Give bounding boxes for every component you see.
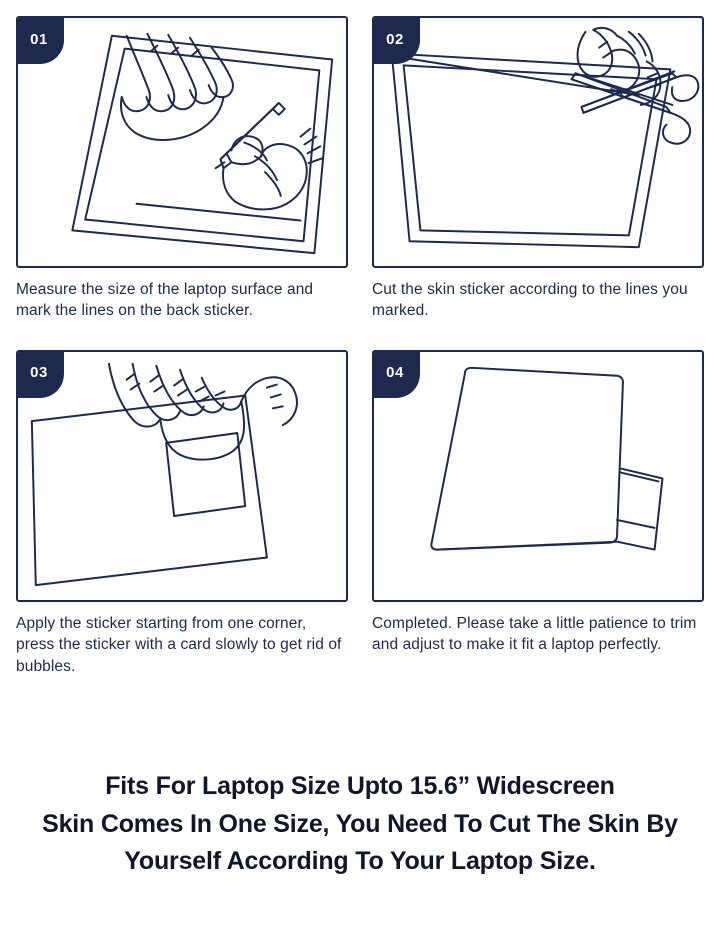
step-caption-04: Completed. Please take a little patience to trim and adjust to make it fit a laptop perfectly. <box>372 614 697 654</box>
scissors-cutting-sticker-icon <box>374 18 702 267</box>
footer-line-1: Fits For Laptop Size Upto 15.6” Widescreen <box>105 772 615 800</box>
finished-laptop-icon <box>374 352 702 601</box>
step-illustration-panel-03 <box>16 350 348 602</box>
step-illustration-panel-04 <box>372 350 704 602</box>
step-illustration-panel-02 <box>372 16 704 268</box>
footer-note <box>0 768 720 881</box>
footer-line-3: Yourself According To Your Laptop Size. <box>124 847 596 875</box>
step-number-badge-03: 03 <box>18 352 64 398</box>
step-caption-01: Measure the size of the laptop surface and mark the lines on the back sticker. <box>16 281 314 320</box>
step-number-badge-02: 02 <box>374 18 420 64</box>
steps-row-top <box>16 16 704 322</box>
step-illustration-panel-01 <box>16 16 348 268</box>
step-number-badge-01: 01 <box>18 18 64 64</box>
hand-marking-lines-icon <box>18 18 346 267</box>
step-card-03 <box>16 350 348 677</box>
step-caption-03: Apply the sticker starting from one corner, press the sticker with a card slowly to get rid of bubbles. <box>16 614 342 675</box>
step-card-04 <box>372 350 704 677</box>
step-card-02 <box>372 16 704 322</box>
pressing-sticker-with-card-icon <box>18 352 346 601</box>
step-number-badge-04: 04 <box>374 352 420 398</box>
step-caption-02: Cut the skin sticker according to the lines you marked. <box>372 281 688 320</box>
steps-row-bottom <box>16 350 704 677</box>
footer-line-2: Skin Comes In One Size, You Need To Cut The Skin By <box>42 809 678 838</box>
steps-grid <box>16 16 704 677</box>
step-card-01 <box>16 16 348 322</box>
row-spacer <box>16 322 704 350</box>
